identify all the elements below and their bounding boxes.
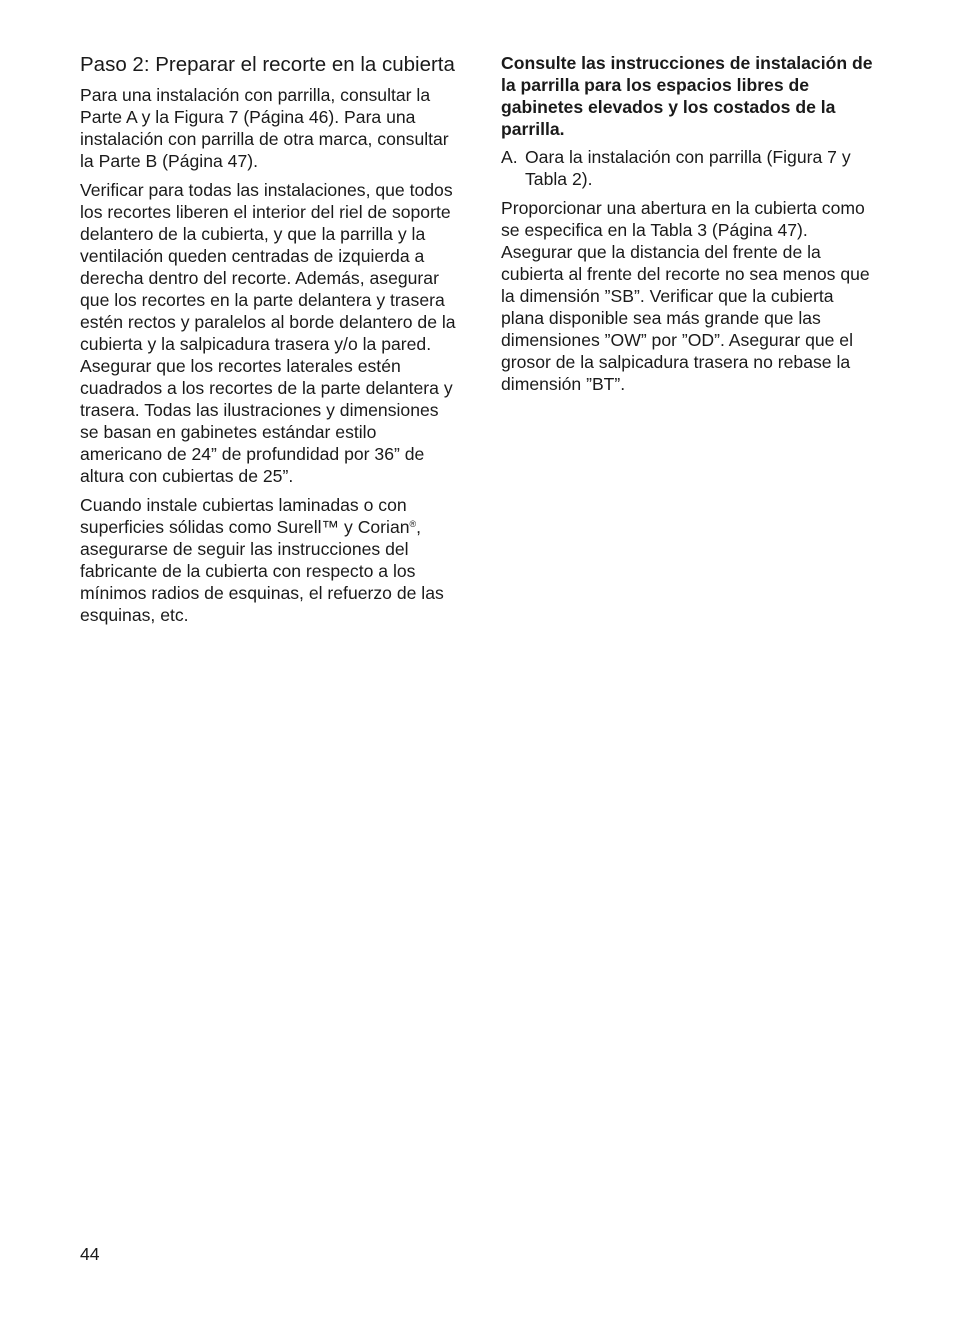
list-marker-a: A. [501,147,518,167]
page-number: 44 [80,1244,100,1264]
list-item-a-detail: Proporcionar una abertura en la cubierta como se especifica en la Tabla 3 (Página 47). Asegurar que la distancia del frente de la cubierta al frente del recorte no sea menos que la dimensión ”SB”. Verificar que la cubierta plana disponible sea más grande que las dimensiones ”OW” por ”OD”. Asegurar que el grosor de la salpicadura trasera no rebase la dimensión ”BT”. [501,198,870,394]
countertop-text-end: , asegurarse de seguir las instrucciones del fabricante de la cubierta con respecto a los mínimos radios de esquinas, el refuerzo de las esquinas, etc. [80,517,444,625]
list-item-a [501,146,877,190]
right-column [501,52,877,402]
registered-mark: ® [409,519,417,529]
countertop-paragraph [80,494,456,626]
left-column [80,52,456,633]
countertop-text-start: Cuando instale cubiertas laminadas o con superficies sólidas como Surell™ y Corian [80,495,410,537]
intro-paragraph: Para una instalación con parrilla, consultar la Parte A y la Figura 7 (Página 46). Para una instalación con parrilla de otra marca, consultar la Parte B (Página 47). [80,85,449,171]
clearance-note: Consulte las instrucciones de instalación de la parrilla para los espacios libres de gabinetes elevados y los costados de la parrilla. [501,53,873,139]
list-item-a-text: Oara la instalación con parrilla (Figura 7 y Tabla 2). [525,147,851,189]
step-title: Paso 2: Preparar el recorte en la cubierta [80,53,455,76]
verification-paragraph: Verificar para todas las instalaciones, que todos los recortes liberen el interior del riel de soporte delantero de la cubierta, y que la parrilla y la ventilación queden centradas de izquierda a derecha dentro del recorte. Además, asegurar que los recortes en la parte delantera y trasera estén rectos y paralelos al borde delantero de la cubierta y la salpicadura trasera y/o la pared. Asegurar que los recortes laterales estén cuadrados a los recortes de la parte delantera y trasera. Todas las ilustraciones y dimensiones se basan en gabinetes estándar estilo americano de 24” de profundidad por 36” de altura con cubiertas de 25”. [80,180,456,486]
